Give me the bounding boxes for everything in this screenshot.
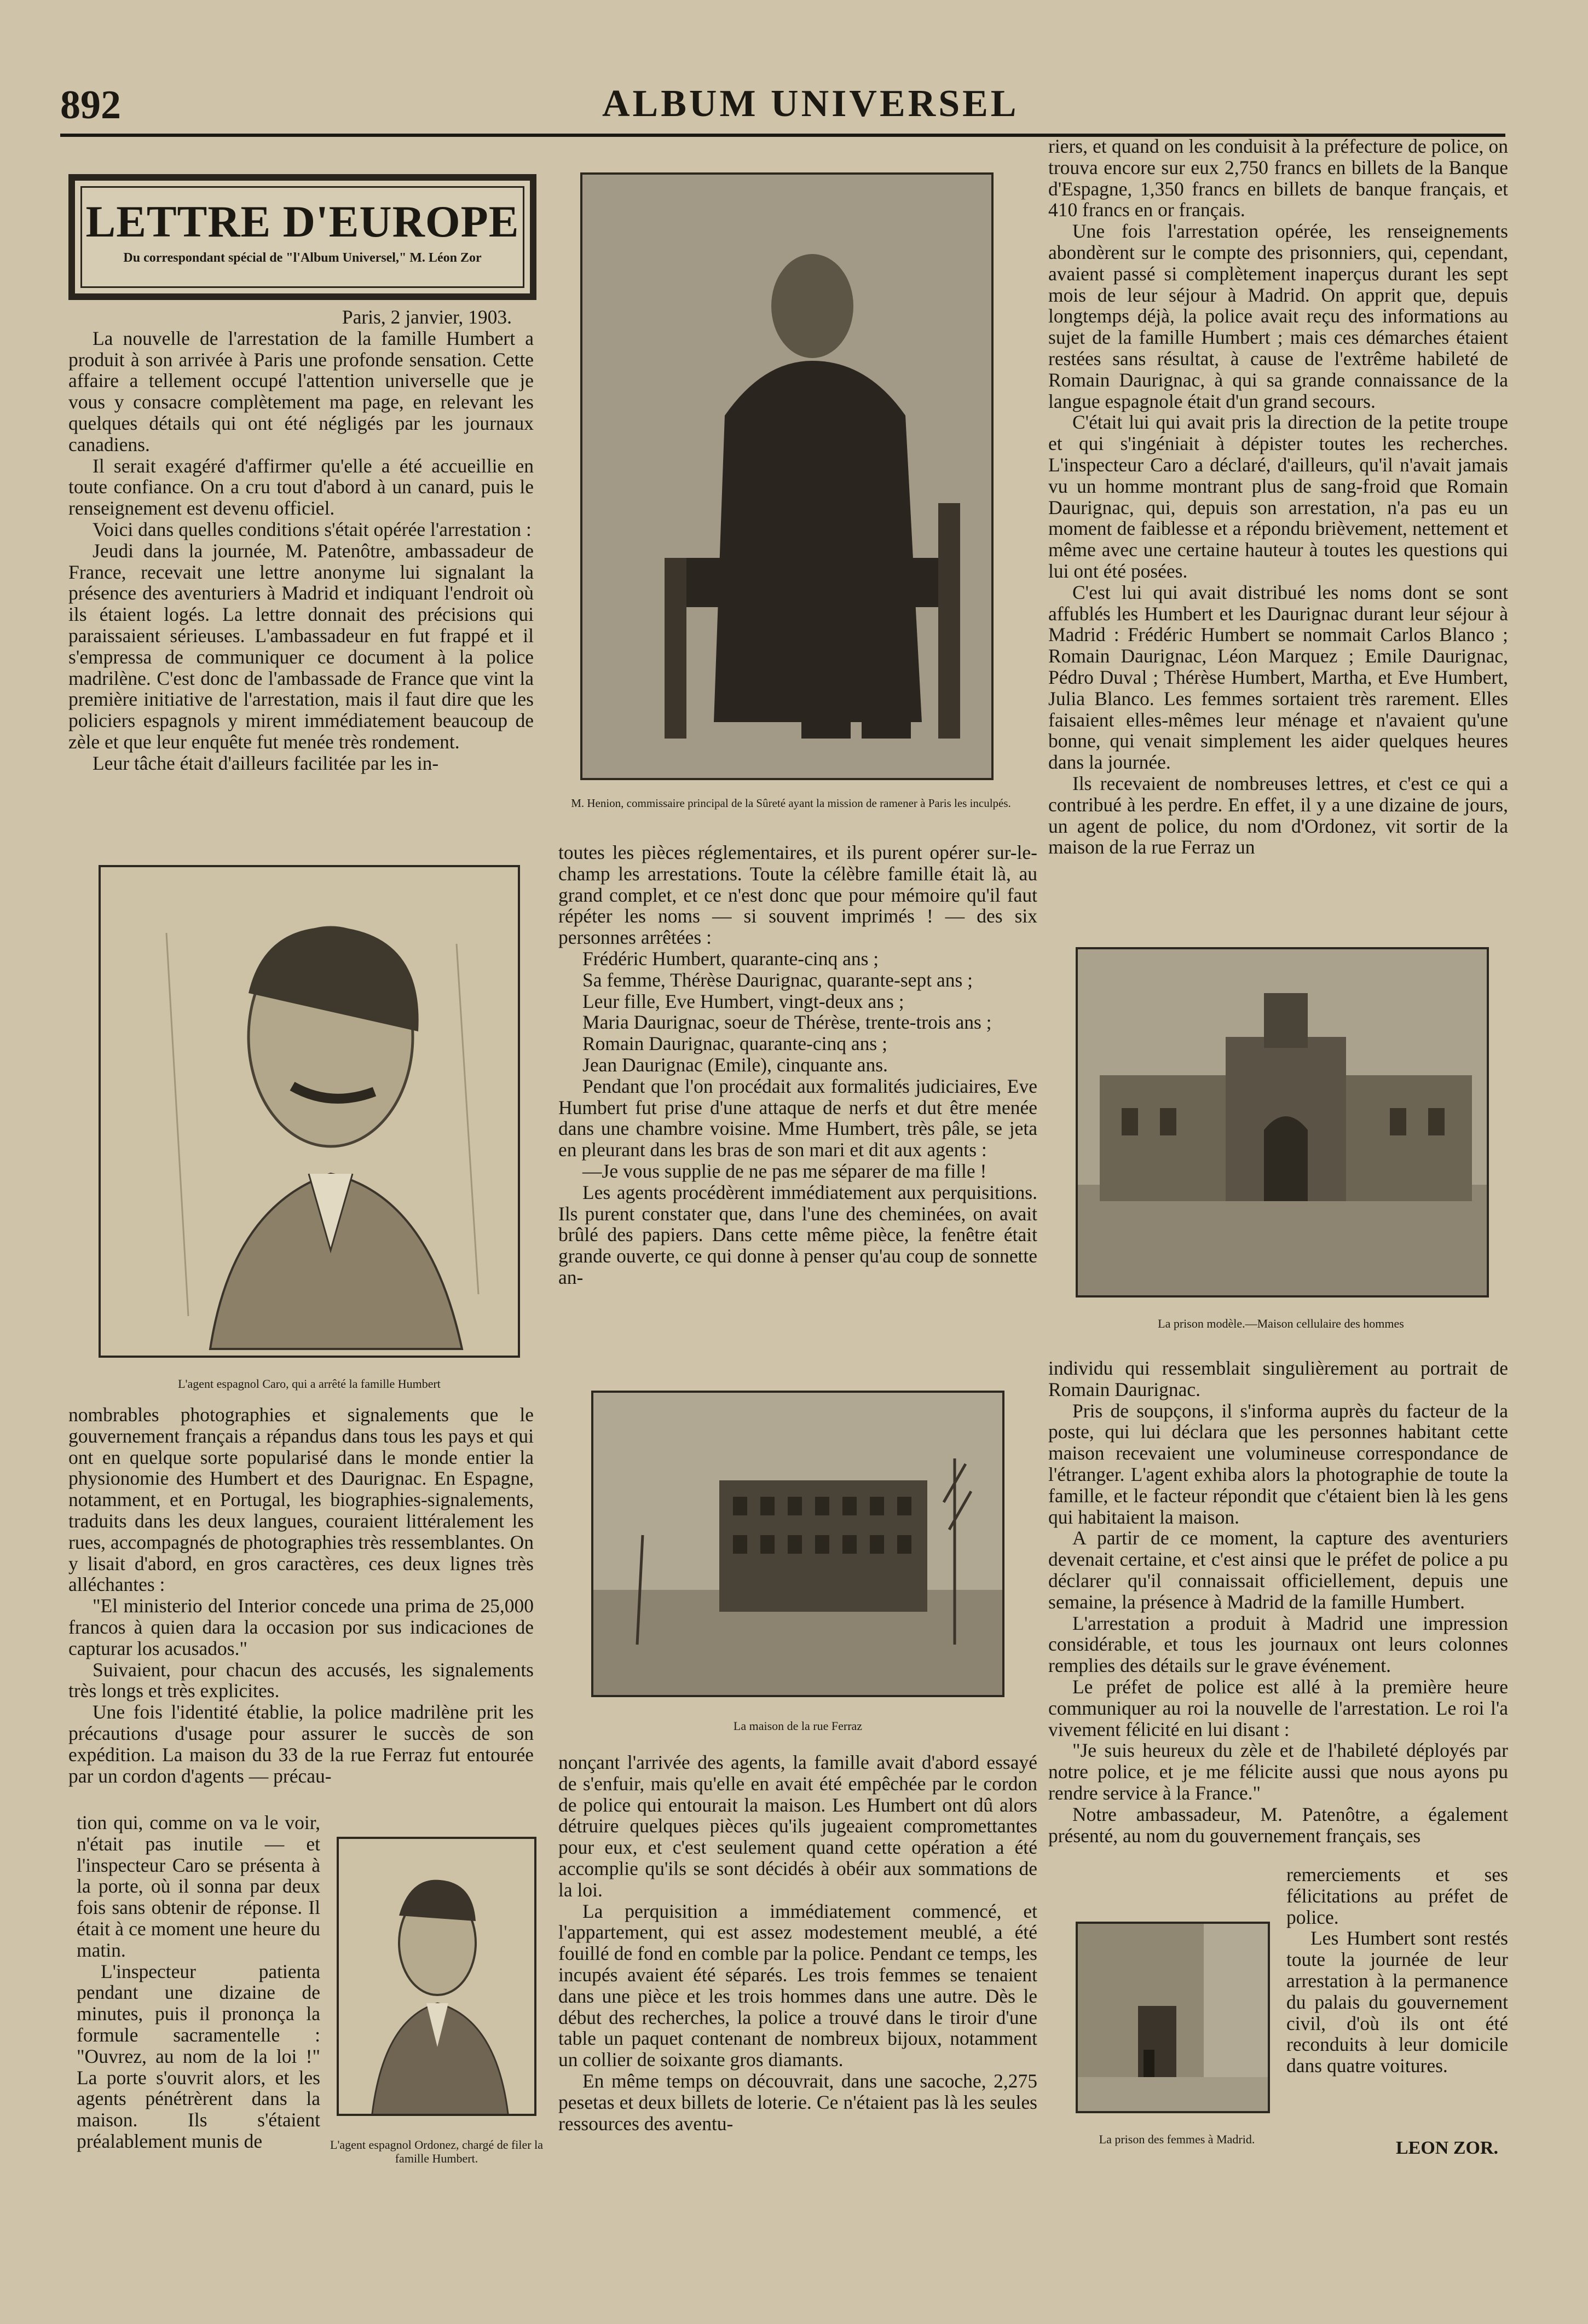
- prison-photo-icon: [1078, 949, 1489, 1297]
- paragraph: La nouvelle de l'arrestation de la famille Humbert a produit à son arrivée à Paris une profonde sensation. Cette affaire a tellement occupé l'attention universelle que je vous y consacre complètement ma page, en relevant les quelques détails qui ont été négligés par les journaux canadiens.: [68, 327, 534, 455]
- paragraph: En même temps on découvrait, dans une sacoche, 2,275 pesetas et deux billets de loterie. Ce n'étaient pas là les seules ressources des aventu-: [558, 2069, 1037, 2135]
- paragraph: Suivaient, pour chacun des accusés, les signalements très longs et très explicites.: [68, 1658, 534, 1702]
- street-photo-icon: [1078, 1924, 1270, 2113]
- column-1-middle: [68, 1404, 534, 1786]
- paragraph: La perquisition a immédiatement commencé, et l'appartement, qui est assez modestement meublé, a été fouillé de fond en comble par la police. Pendant ce temps, les incupés avaient été séparés. Les trois femmes se tenaient dans une pièce et les trois hommes dans une autre. Dès le début des recherches, la police a trouvé dans le tiroir d'une table un paquet contenant de nombreux bijoux, notamment un collier de soixante gros diamants.: [558, 1900, 1037, 2071]
- paragraph: Les Humbert sont restés toute la journée de leur arrestation à la permanence du palais du gouvernement civil, d'où ils ont été reconduits à leur domicile dans quatre voitures.: [1286, 1927, 1508, 2077]
- paragraph: nonçant l'arrivée des agents, la famille avait d'abord essayé de s'enfuir, mais qu'elle en avait été empêchée par le cordon de police qui entourait la maison. Les Humbert ont dû alors détruire quelques pièces qu'ils jugeaient compromettantes pour eux, et c'est seulement quand cette opération a été accomplie qu'ils se sont décidés à obéir aux sommations de la loi.: [558, 1751, 1037, 1901]
- paragraph: Ils recevaient de nombreuses lettres, et c'est ce qui a contribué à les perdre. En effet, il y a une dizaine de jours, un agent de police, du nom d'Ordonez, vit sortir de la maison de la rue Ferraz un: [1048, 772, 1508, 858]
- paragraph: C'est lui qui avait distribué les noms dont se sont affublés les Humbert et les Daurignac durant leur séjour à Madrid : Frédéric Humbert se nommait Carlos Blanco ; Romain Daurignac, Léon Marquez ; Emile Daurignac, Pédro Duval ; Thérèse Humbert, Martha, et Eve Humbert, Julia Blanco. Les femmes sortaient très rarement. Elles faisaient elles-mêmes leur ménage et n'avaient qu'une bonne, qui venait simplement les aider quelques heures dans la journée.: [1048, 581, 1508, 774]
- sketch-portrait-icon: [339, 1839, 536, 2116]
- photo-henion: [580, 172, 994, 780]
- paragraph: L'arrestation a produit à Madrid une impression considérable, et tous les journaux ont leurs colonnes remplies des détails sur le grave événement.: [1048, 1612, 1508, 1677]
- signature: LEON ZOR.: [1396, 2138, 1499, 2158]
- article-subtitle: Du correspondant spécial de "l'Album Universel," M. Léon Zor: [123, 251, 482, 265]
- column-1-narrow: [77, 1812, 320, 2152]
- paragraph: Leur fille, Eve Humbert, vingt-deux ans ;: [582, 990, 904, 1012]
- paragraph: Il serait exagéré d'affirmer qu'elle a été accueillie en toute confiance. On a cru tout d'abord à un canard, puis le renseignement est devenu officiel.: [68, 454, 534, 520]
- paragraph: remerciements et ses félicitations au préfet de police.: [1286, 1864, 1508, 1928]
- column-2-bottom: [558, 1752, 1037, 2134]
- paragraph: Jean Daurignac (Emile), cinquante ans.: [582, 1053, 888, 1076]
- caption-ordonez: L'agent espagnol Ordonez, chargé de filer la famille Humbert.: [330, 2138, 543, 2165]
- paragraph: Une fois l'identité établie, la police madrilène prit les précautions d'usage pour assurer le succès de son expédition. La maison du 33 de la rue Ferraz fut entourée par un cordon d'agents — précau-: [68, 1701, 534, 1787]
- caption-prison-femmes: La prison des femmes à Madrid.: [1099, 2132, 1255, 2146]
- paragraph: Sa femme, Thérèse Daurignac, quarante-sept ans ;: [582, 968, 973, 991]
- photo-prison-modele: [1076, 947, 1489, 1297]
- paragraph: Maria Daurignac, soeur de Thérèse, trente-trois ans ;: [582, 1011, 992, 1034]
- paragraph: Voici dans quelles conditions s'était opérée l'arrestation :: [93, 518, 532, 540]
- article-title: LETTRE D'EUROPE: [85, 197, 519, 246]
- portrait-ordonez: [337, 1837, 536, 2116]
- paragraph: Pris de soupçons, il s'informa auprès du facteur de la poste, qui lui déclara que les personnes habitant cette maison recevaient une volumineuse correspondance de l'étranger. L'agent exhiba alors la photographie de toute la famille, et le facteur répondit que c'étaient bien là les gens qui habitaient la maison.: [1048, 1399, 1508, 1528]
- caption-henion: M. Henion, commissaire principal de la Sûreté ayant la mission de ramener à Paris les inculpés.: [571, 797, 1011, 810]
- photo-prison-femmes: [1076, 1922, 1270, 2113]
- paragraph: nombrables photographies et signalements que le gouvernement français a répandus dans tous les pays et qui ont en quelque sorte popularisé dans le monde entier la physionomie des Humbert et des Daurignac. En Espagne, notamment, et en Portugal, les biographies-signalements, traduits dans les deux langues, couraient littéralement les rues, accompagnés de photographies très ressemblantes. On y lisait d'abord, en gros caractères, ces deux lignes très alléchantes :: [68, 1404, 534, 1596]
- paragraph: Pendant que l'on procédait aux formalités judiciaires, Eve Humbert fut prise d'une attaque de nerfs et dut être menée dans une chambre voisine. Mme Humbert, très pâle, se jeta en pleurant dans les bras de son mari et dit aux agents :: [558, 1075, 1037, 1161]
- title-inner-frame: [80, 186, 524, 288]
- page-number: 892: [60, 83, 121, 128]
- paragraph: tion qui, comme on va le voir, n'était pas inutile — et l'inspecteur Caro se présenta à la porte, où il sonna par deux fois sans obtenir de réponse. Il était à ce moment une heure du matin.: [77, 1812, 320, 1961]
- paragraph: Une fois l'arrestation opérée, les renseignements abondèrent sur le compte des prisonniers, qui, cependant, avaient passé si complètement inaperçus durant les sept mois de leur séjour à Madrid. On apprit que, depuis longtemps déjà, la police avait reçu des informations au sujet de la famille Humbert ; mais ces démarches étaient restées sans résultat, à cause de l'extrême habileté de Romain Daurignac, à qui sa grande connaissance de la langue espagnole était d'un grand secours.: [1048, 220, 1508, 412]
- portrait-caro: [99, 865, 520, 1358]
- paragraph: Les agents procédèrent immédiatement aux perquisitions. Ils purent constater que, dans l'une des cheminées, on avait brûlé des papiers. Dans cette même pièce, la fenêtre était grande ouverte, ce qui donne à penser qu'au coup de sonnette an-: [558, 1181, 1037, 1288]
- paragraph: Le préfet de police est allé à la première heure communiquer au roi la nouvelle de l'arrestation. Le roi l'a vivement félicité en lui disant :: [1048, 1675, 1508, 1740]
- paragraph: Frédéric Humbert, quarante-cinq ans ;: [582, 947, 879, 970]
- dateline: Paris, 2 janvier, 1903.: [342, 306, 512, 328]
- paragraph: L'inspecteur patienta pendant une dizaine de minutes, puis il prononça la formule sacramentelle : "Ouvrez, au nom de la loi !" La porte s'ouvrit alors, et les agents pénétrèrent dans la maison. Ils s'étaient préalablement munis de: [77, 1960, 320, 2152]
- sketch-portrait-icon: [101, 867, 520, 1358]
- column-3-middle: [1048, 1358, 1508, 1846]
- masthead: ALBUM UNIVERSEL: [602, 83, 1019, 125]
- seated-man-photo-icon: [582, 175, 994, 780]
- building-photo-icon: [593, 1393, 1004, 1697]
- paragraph: toutes les pièces réglementaires, et ils purent opérer sur-le-champ les arrestations. Toute la célèbre famille était là, au grand complet, et ce n'est donc que pour mémoire qu'il faut répéter les noms — si souvent imprimés ! — des six personnes arrêtées :: [558, 841, 1037, 949]
- paragraph: Jeudi dans la journée, M. Patenôtre, ambassadeur de France, recevait une lettre anonyme lui signalant la présence des aventuriers à Madrid et indiquant l'endroit où ils étaient logés. La lettre donnait des précisions qui paraissaient sérieuses. L'ambassadeur en fut frappé et il s'empressa de communiquer ce document à la police madrilène. C'est donc de l'ambassade de France que vint la première initiative de l'arrestation, mais il faut dire que les policiers espagnols y mirent immédiatement beaucoup de zèle et que leur enquête fut menée très rondement.: [68, 539, 534, 753]
- paragraph: Notre ambassadeur, M. Patenôtre, a également présenté, au nom du gouvernement français, ses: [1048, 1803, 1508, 1847]
- article-title-box: [68, 174, 536, 300]
- paragraph: Romain Daurignac, quarante-cinq ans ;: [582, 1033, 887, 1055]
- column-2-top: [558, 842, 1037, 1288]
- paragraph: riers, et quand on les conduisit à la préfecture de police, on trouva encore sur eux 2,750 francs en billets de la Banque d'Espagne, 1,350 francs en billets de banque français, et 410 francs en or français.: [1048, 135, 1508, 221]
- column-3-top: [1048, 136, 1508, 858]
- paragraph: C'était lui qui avait pris la direction de la petite troupe et qui s'ingéniait à dépister toutes les recherches. L'inspecteur Caro a déclaré, d'ailleurs, qu'il n'avait jamais vu un homme montrant plus de sang-froid que Romain Daurignac, qui, depuis son arrestation, n'a pas eu un moment de faiblesse et a répondu brièvement, nettement et même avec une certaine hauteur à toutes les questions qui lui ont été posées.: [1048, 411, 1508, 582]
- caption-ferraz: La maison de la rue Ferraz: [733, 1719, 863, 1733]
- paragraph: A partir de ce moment, la capture des aventuriers devenait certaine, et c'est ainsi que le préfet de police a pu déclarer qu'il connaissait officiellement, depuis une semaine, la présence à Madrid de la famille Humbert.: [1048, 1527, 1508, 1613]
- paragraph: individu qui ressemblait singulièrement au portrait de Romain Daurignac.: [1048, 1357, 1508, 1400]
- column-3-narrow: [1286, 1864, 1508, 2077]
- paragraph: "El ministerio del Interior concede una prima de 25,000 francos à quien dara la occasion por sus indicaciones de capturar los acusados.": [68, 1595, 534, 1659]
- paragraph: —Je vous supplie de ne pas me séparer de ma fille !: [582, 1160, 987, 1182]
- caption-prison-modele: La prison modèle.—Maison cellulaire des hommes: [1158, 1317, 1404, 1330]
- photo-rue-ferraz: [591, 1391, 1004, 1697]
- caption-caro: L'agent espagnol Caro, qui a arrêté la famille Humbert: [178, 1377, 441, 1391]
- paragraph: Leur tâche était d'ailleurs facilitée par les in-: [93, 752, 439, 774]
- paragraph: "Je suis heureux du zèle et de l'habileté déployés par notre police, et je me félicite aussi que nous ayons pu rendre service à la France.": [1048, 1739, 1508, 1804]
- column-1-top: [68, 307, 534, 774]
